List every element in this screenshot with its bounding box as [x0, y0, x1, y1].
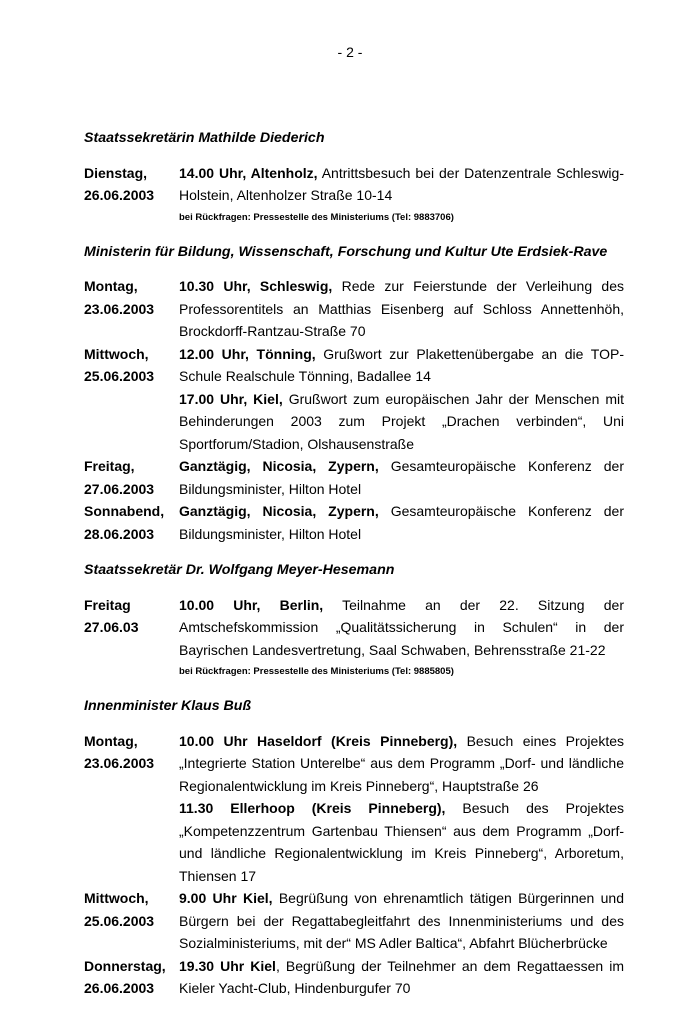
entry-weekday: Mittwoch,	[84, 890, 149, 906]
entry-date-value: 25.06.2003	[84, 368, 155, 384]
appointment	[179, 797, 624, 887]
section-heading: Innenminister Klaus Buß	[84, 698, 252, 714]
entry-items	[179, 500, 624, 545]
schedule-section	[84, 241, 624, 546]
entry-weekday: Dienstag,	[84, 164, 148, 181]
entry-date	[84, 455, 179, 500]
entry-items	[179, 594, 624, 682]
entry-date-value: 26.06.2003	[84, 980, 155, 996]
appointment-time-place: 10.00 Uhr, Berlin,	[179, 596, 324, 613]
entry-weekday: Freitag,	[84, 458, 135, 474]
entry-date-value: 28.06.2003	[84, 525, 155, 542]
entry-date-value: 25.06.2003	[84, 912, 155, 929]
appointment	[179, 388, 624, 456]
entry-date-value: 26.06.2003	[84, 187, 155, 203]
appointment	[179, 594, 624, 662]
appointment-time-place: 10.30 Uhr, Schleswig,	[179, 278, 333, 294]
entry-items	[179, 343, 624, 456]
schedule-entry	[84, 455, 624, 500]
appointment-description: Besuch eines Projektes „Integrierte Station Unterelbe“ aus dem Programm „Dorf- und ländliche Regionalentwicklung im Kreis Pinneberg“, Hauptstraße 26	[179, 732, 624, 794]
schedule-section	[84, 695, 624, 1000]
entry-weekday: Sonnabend,	[84, 503, 165, 519]
entry-weekday: Freitag	[84, 596, 131, 613]
schedule-entry	[84, 955, 624, 1000]
appointment-description: Grußwort zum europäischen Jahr der Menschen mit Behinderungen 2003 zum Projekt „Drachen verbinden“, Uni Sportforum/Stadion, Olshausenstraße	[179, 390, 624, 452]
schedule-section	[84, 127, 624, 227]
schedule-entry	[84, 887, 624, 955]
contact-note: bei Rückfragen: Pressestelle des Ministeriums (Tel: 9885805)	[179, 666, 454, 677]
section-heading: Staatssekretär Dr. Wolfgang Meyer-Hesemann	[84, 562, 395, 578]
appointment-time-place: 10.00 Uhr Haseldorf (Kreis Pinneberg),	[179, 732, 458, 749]
entry-date	[84, 730, 179, 888]
page-number: - 2 -	[337, 44, 363, 60]
contact-note: bei Rückfragen: Pressestelle des Ministeriums (Tel: 9883706)	[179, 211, 454, 223]
appointment-description: Antrittsbesuch bei der Datenzentrale Schleswig-Holstein, Altenholzer Straße 10-14	[179, 164, 624, 203]
appointment	[179, 275, 624, 343]
document-body	[84, 127, 624, 1014]
appointment-description: Besuch des Projektes „Kompetenzzentrum Gartenbau Thiensen“ aus dem Programm „Dorf- und ländliche Regionalentwicklung im Kreis Pinneberg“, Arboretum, Thiensen 17	[179, 800, 624, 884]
appointment-description: Gesamteuropäische Konferenz der Bildungsminister, Hilton Hotel	[179, 458, 624, 497]
entry-weekday: Donnerstag,	[84, 957, 166, 974]
appointment-time-place: Ganztägig, Nicosia, Zypern,	[179, 458, 379, 474]
appointment	[179, 500, 624, 545]
entry-date-value: 23.06.2003	[84, 300, 155, 317]
schedule-entry	[84, 594, 624, 682]
entry-date-value: 23.06.2003	[84, 755, 155, 771]
entry-date	[84, 275, 179, 343]
schedule-entry	[84, 162, 624, 227]
entry-weekday: Montag,	[84, 278, 138, 294]
appointment-description: Teilnahme an der 22. Sitzung der Amtschefskommission „Qualitätssicherung in Schulen“ in der Bayrischen Landesvertretung, Saal Schwaben, Behrensstraße 21-22	[179, 596, 624, 658]
entry-items	[179, 162, 624, 227]
entry-date	[84, 500, 179, 545]
appointment-time-place: 17.00 Uhr, Kiel,	[179, 390, 283, 407]
section-heading: Staatssekretärin Mathilde Diederich	[84, 130, 325, 146]
appointment-description: Gesamteuropäische Konferenz der Bildungsminister, Hilton Hotel	[179, 503, 624, 542]
schedule-entry	[84, 343, 624, 456]
appointment	[179, 730, 624, 798]
schedule-entry	[84, 500, 624, 545]
appointment-time-place: 9.00 Uhr Kiel,	[179, 890, 273, 906]
appointment	[179, 887, 624, 955]
entry-date	[84, 887, 179, 955]
entry-items	[179, 955, 624, 1000]
entry-date-value: 27.06.03	[84, 619, 139, 635]
appointment-time-place: 11.30 Ellerhoop (Kreis Pinneberg),	[179, 800, 446, 816]
appointment-time-place: Ganztägig, Nicosia, Zypern,	[179, 503, 379, 519]
appointment-time-place: 14.00 Uhr, Altenholz,	[179, 164, 318, 181]
appointment	[179, 162, 624, 207]
entry-date	[84, 594, 179, 682]
appointment-description: Begrüßung von ehrenamtlich tätigen Bürgerinnen und Bürgern bei der Regattabegleitfahrt des Innenministeriums und des Sozialministeriums, mit der“ MS Adler Baltica“, Abfahrt Blücherbrücke	[179, 890, 625, 951]
schedule-section	[84, 559, 624, 681]
entry-weekday: Mittwoch,	[84, 345, 149, 362]
appointment-description: Grußwort zur Plakettenübergabe an die TOP-Schule Realschule Tönning, Badallee 14	[179, 345, 624, 384]
entry-items	[179, 455, 624, 500]
entry-items	[179, 275, 624, 343]
entry-date	[84, 955, 179, 1000]
section-heading: Ministerin für Bildung, Wissenschaft, Forschung und Kultur Ute Erdsiek-Rave	[84, 243, 608, 260]
entry-date	[84, 162, 179, 227]
entry-items	[179, 887, 624, 955]
appointment-description: , Begrüßung der Teilnehmer an dem Regattaessen im Kieler Yacht-Club, Hindenburgufer 70	[179, 957, 624, 996]
entry-date-value: 27.06.2003	[84, 480, 155, 497]
appointment	[179, 455, 624, 500]
entry-items	[179, 730, 624, 888]
schedule-entry	[84, 730, 624, 888]
appointment	[179, 955, 624, 1000]
entry-weekday: Montag,	[84, 732, 138, 749]
appointment	[179, 343, 624, 388]
entry-date	[84, 343, 179, 456]
appointment-description: Rede zur Feierstunde der Verleihung des Professorentitels an Matthias Eisenberg auf Schloss Annettenhöh, Brockdorff-Rantzau-Straße 70	[179, 278, 624, 339]
schedule-entry	[84, 275, 624, 343]
appointment-time-place: 19.30 Uhr Kiel	[179, 957, 276, 974]
appointment-time-place: 12.00 Uhr, Tönning,	[179, 345, 316, 362]
